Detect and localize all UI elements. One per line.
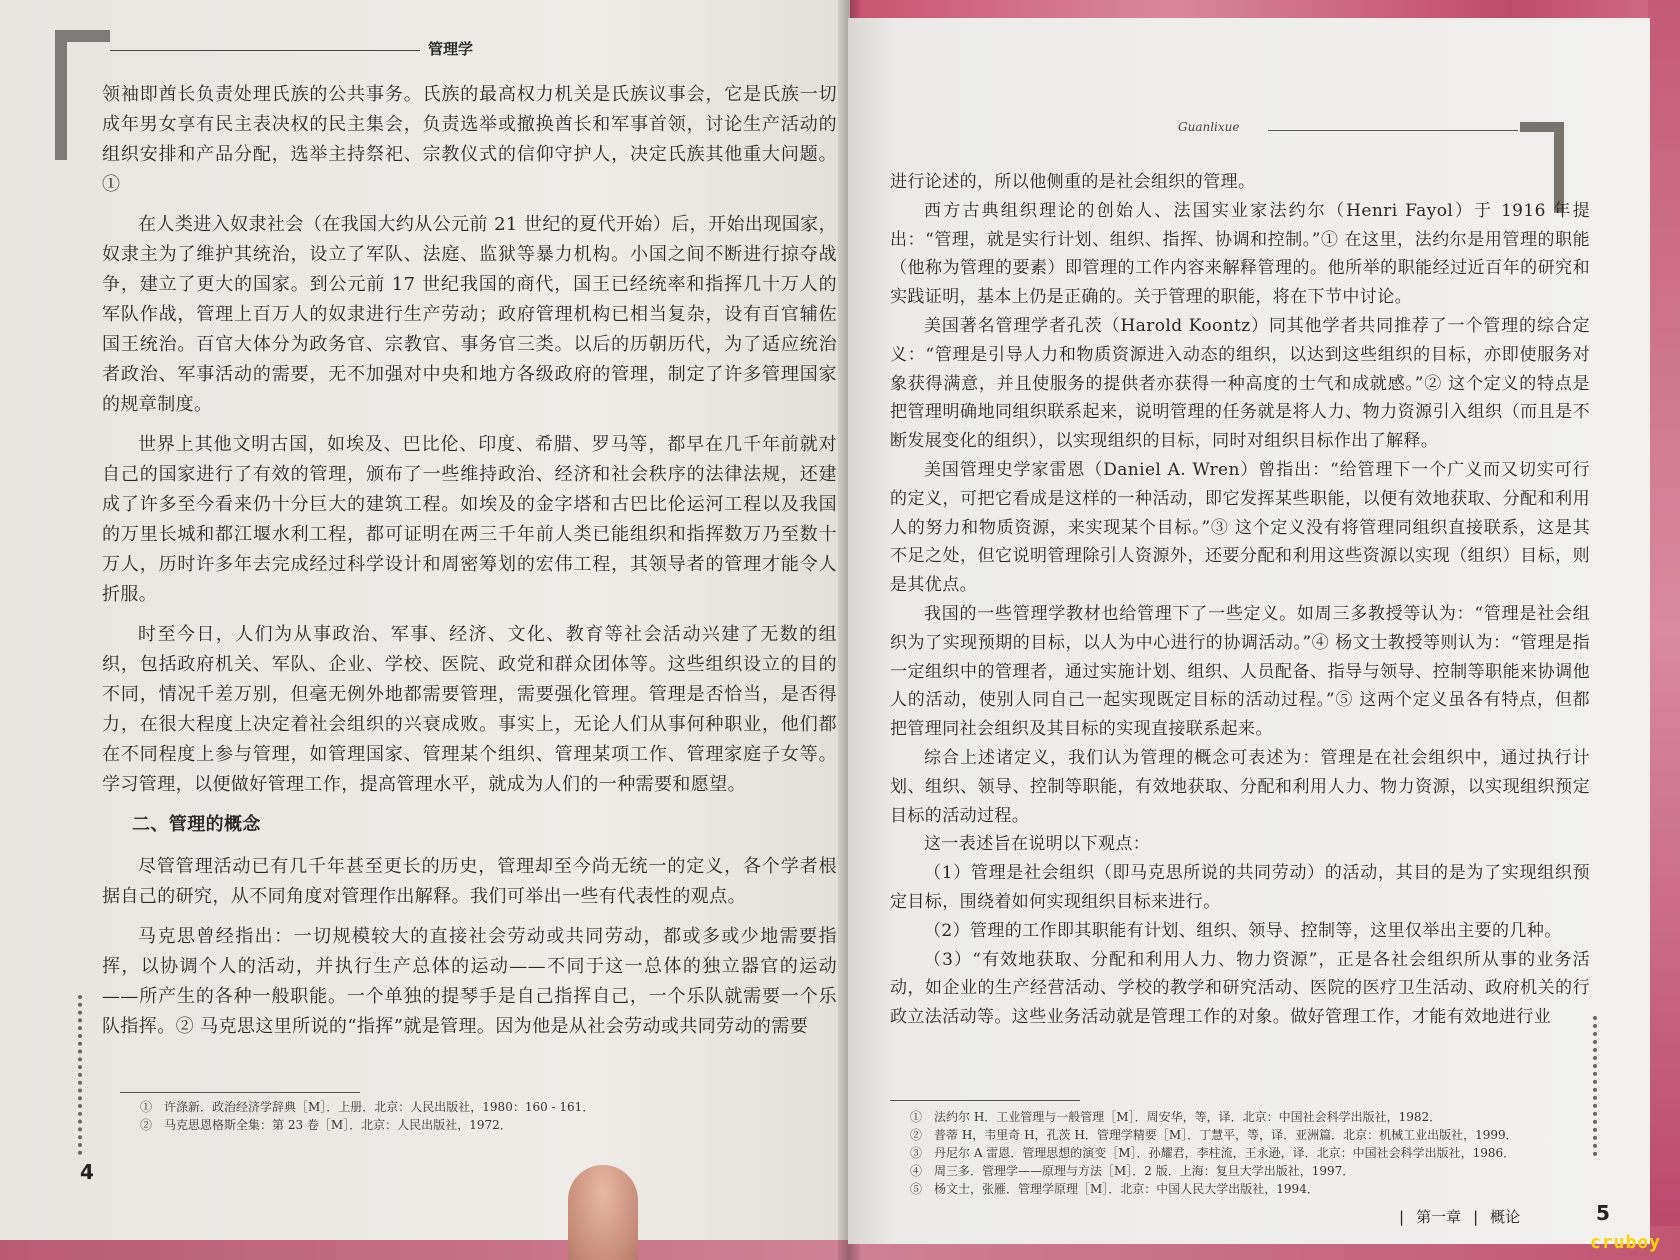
- header-rule: [110, 50, 420, 51]
- chapter-label: 第一章: [1416, 1208, 1462, 1226]
- paragraph: 世界上其他文明古国，如埃及、巴比伦、印度、希腊、罗马等，都早在几千年前就对自己的国家进行了有效的管理，颁布了一些维持政治、经济和社会秩序的法律法规，还建成了许多至今看来仍十分巨大的建筑工程。如埃及的金字塔和古巴比伦运河工程以及我国的万里长城和都江堰水利工程，都可证明在两三千年前人类已能组织和指挥数万乃至数十万人，历时许多年去完成经过科学设计和周密筹划的宏伟工程，其领导者的管理才能令人折服。: [102, 434, 837, 605]
- running-header-pinyin: Guanlixue: [1178, 120, 1240, 134]
- paragraph: 这一表述旨在说明以下观点：: [924, 834, 1151, 855]
- chapter-footer: | 第一章 | 概论: [1399, 1208, 1521, 1226]
- left-footnotes: [140, 1098, 594, 1134]
- header-decor-bar: [55, 30, 67, 160]
- footnote-rule: [120, 1092, 360, 1093]
- watermark: cruboy: [1590, 1232, 1662, 1253]
- footnote: ① 许涤新．政治经济学辞典［M］．上册．北京：人民出版社，1980：160 - 161．: [140, 1100, 595, 1114]
- paragraph: 领袖即酋长负责处理氏族的公共事务。氏族的最高权力机关是氏族议事会，它是氏族一切成年男女享有民主表决权的民主集会，负责选举或撤换酋长和军事首领，讨论生产活动的组织安排和产品分配，选举主持祭祀、宗教仪式的信仰守护人，决定氏族其他重大问题。①: [102, 84, 837, 195]
- paragraph: 在人类进入奴隶社会（在我国大约从公元前 21 世纪的夏代开始）后，开始出现国家，奴隶主为了维护其统治，设立了军队、法庭、监狱等暴力机构。小国之间不断进行掠夺战争，建立了更大的国家。到公元前 17 世纪我国的商代，国王已经统率和指挥几十万人的军队作战，管理上百万人的奴隶进行生产劳动；政府管理机构已相当复杂，设有百官辅佐国王统治。百官大体分为政务官、宗教官、事务官三类。以后的历朝历代，为了适应统治者政治、军事活动的需要，无不加强对中央和地方各级政府的管理，制定了许多管理国家的规章制度。: [102, 214, 837, 415]
- left-body-text: [102, 80, 837, 1052]
- right-body-text: [890, 168, 1590, 1032]
- paragraph: 美国管理史学家雷恩（Daniel A. Wren）曾指出：“给管理下一个广义而又切实可行的定义，可把它看成是这样的一种活动，即它发挥某些职能，以便有效地获取、分配和利用人的努力和物质资源，来实现某个目标。”③ 这个定义没有将管理同组织直接联系，这是其不足之处，但它说明管理除引人资源外，还要分配和利用这些资源以实现（组织）目标，则是其优点。: [890, 459, 1590, 596]
- paragraph: 美国著名管理学者孔茨（Harold Koontz）同其他学者共同推荐了一个管理的综合定义：“管理是引导人力和物质资源进入动态的组织，以达到这些组织的目标，亦即使服务对象获得满意，并且使服务的提供者亦获得一种高度的士气和成就感。”② 这个定义的特点是把管理明确地同组织联系起来，说明管理的任务就是将人力、物力资源引入组织（而且是不断发展变化的组织），以实现组织的目标，同时对组织目标作出了解释。: [890, 315, 1590, 452]
- footnote-rule: [890, 1100, 1080, 1101]
- footnote: ③ 丹尼尔 A 雷恩．管理思想的演变［M］．孙耀君，李柱流，王永逊，译．北京：中国社会科学出版社，1986．: [910, 1146, 1516, 1160]
- footnote: ② 普蒂 H，韦里奇 H，孔茨 H．管理学精要［M］．丁慧平，等，译．亚洲篇．北京：机械工业出版社，1999．: [910, 1128, 1518, 1142]
- paragraph: 时至今日，人们为从事政治、军事、经济、文化、教育等社会活动兴建了无数的组织，包括政府机关、军队、企业、学校、医院、政党和群众团体等。这些组织设立的目的不同，情况千差万别，但毫无例外地都需要管理，需要强化管理。管理是否恰当，是否得力，在很大程度上决定着社会组织的兴衰成败。事实上，无论人们从事何种职业，他们都在不同程度上参与管理，如管理国家、管理某个组织、管理某项工作、管理家庭子女等。学习管理，以便做好管理工作，提高管理水平，就成为人们的一种需要和愿望。: [102, 624, 837, 795]
- header-decor-bar: [55, 30, 110, 42]
- footnote: ④ 周三多．管理学——原理与方法［M］．2 版．上海：复旦大学出版社，1997．: [910, 1164, 1355, 1178]
- footnote: ⑤ 杨文士，张雁．管理学原理［M］．北京：中国人民大学出版社，1994．: [910, 1182, 1319, 1196]
- running-header-title: 管理学: [428, 40, 474, 58]
- page-number: 4: [80, 1160, 94, 1184]
- section-heading: 二、管理的概念: [132, 814, 261, 835]
- paragraph: 西方古典组织理论的创始人、法国实业家法约尔（Henri Fayol）于 1916 年提出：“管理，就是实行计划、组织、指挥、协调和控制。”① 在这里，法约尔是用管理的职能（他称为管理的要素）即管理的工作内容来解释管理的。他所举的职能经过近百年的研究和实践证明，基本上仍是正确的。关于管理的职能，将在下节中讨论。: [890, 200, 1590, 308]
- margin-dots: [78, 995, 86, 1155]
- chapter-title: 概论: [1490, 1208, 1521, 1226]
- footnote: ① 法约尔 H．工业管理与一般管理［M］．周安华，等，译．北京：中国社会科学出版社，1982．: [910, 1110, 1442, 1124]
- paragraph: 尽管管理活动已有几千年甚至更长的历史，管理却至今尚无统一的定义，各个学者根据自己的研究，从不同角度对管理作出解释。我们可举出一些有代表性的观点。: [102, 856, 837, 907]
- thumb-holding-page: [568, 1165, 638, 1260]
- paragraph: （1）管理是社会组织（即马克思所说的共同劳动）的活动，其目的是为了实现组织预定目标，围绕着如何实现组织目标来进行。: [890, 863, 1590, 912]
- paragraph: 综合上述诸定义，我们认为管理的概念可表述为：管理是在社会组织中，通过执行计划、组织、领导、控制等职能，有效地获取、分配和利用人力、物力资源，以实现组织预定目标的活动过程。: [890, 747, 1590, 826]
- left-page: [0, 0, 850, 1240]
- paragraph: （2）管理的工作即其职能有计划、组织、领导、控制等，这里仅举出主要的几种。: [924, 920, 1562, 941]
- page-number: 5: [1596, 1201, 1610, 1225]
- paragraph: （3）“有效地获取、分配和利用人力、物力资源”，正是各社会组织所从事的业务活动，如企业的生产经营活动、学校的教学和研究活动、医院的医疗卫生活动、政府机关的行政立法活动等。这些业务活动就是管理工作的对象。做好管理工作，才能有效地进行业: [890, 949, 1590, 1028]
- background-fabric-right: [1648, 0, 1680, 1260]
- right-page: [848, 18, 1650, 1244]
- paragraph: 我国的一些管理学教材也给管理下了一些定义。如周三多教授等认为：“管理是社会组织为了实现预期的目标，以人为中心进行的协调活动。”④ 杨文士教授等则认为：“管理是指一定组织中的管理者，通过实施计划、组织、人员配备、指导与领导、控制等职能来协调他人的活动，使别人同自己一起实现既定目标的活动过程。”⑤ 这两个定义虽各有特点，但都把管理同社会组织及其目标的实现直接联系起来。: [890, 603, 1590, 740]
- margin-dots: [1593, 1016, 1601, 1156]
- footnote: ② 马克思恩格斯全集：第 23 卷［M］．北京：人民出版社，1972．: [140, 1118, 512, 1132]
- header-rule: [1268, 130, 1518, 131]
- right-footnotes: [910, 1108, 1518, 1198]
- paragraph: 进行论述的，所以他侧重的是社会组织的管理。: [890, 172, 1256, 192]
- paragraph: 马克思曾经指出：一切规模较大的直接社会劳动或共同劳动，都或多或少地需要指挥，以协调个人的活动，并执行生产总体的运动——不同于这一总体的独立器官的运动——所产生的各种一般职能。一个单独的提琴手是自己指挥自己，一个乐队就需要一个乐队指挥。② 马克思这里所说的“指挥”就是管理。因为他是从社会劳动或共同劳动的需要: [102, 926, 837, 1037]
